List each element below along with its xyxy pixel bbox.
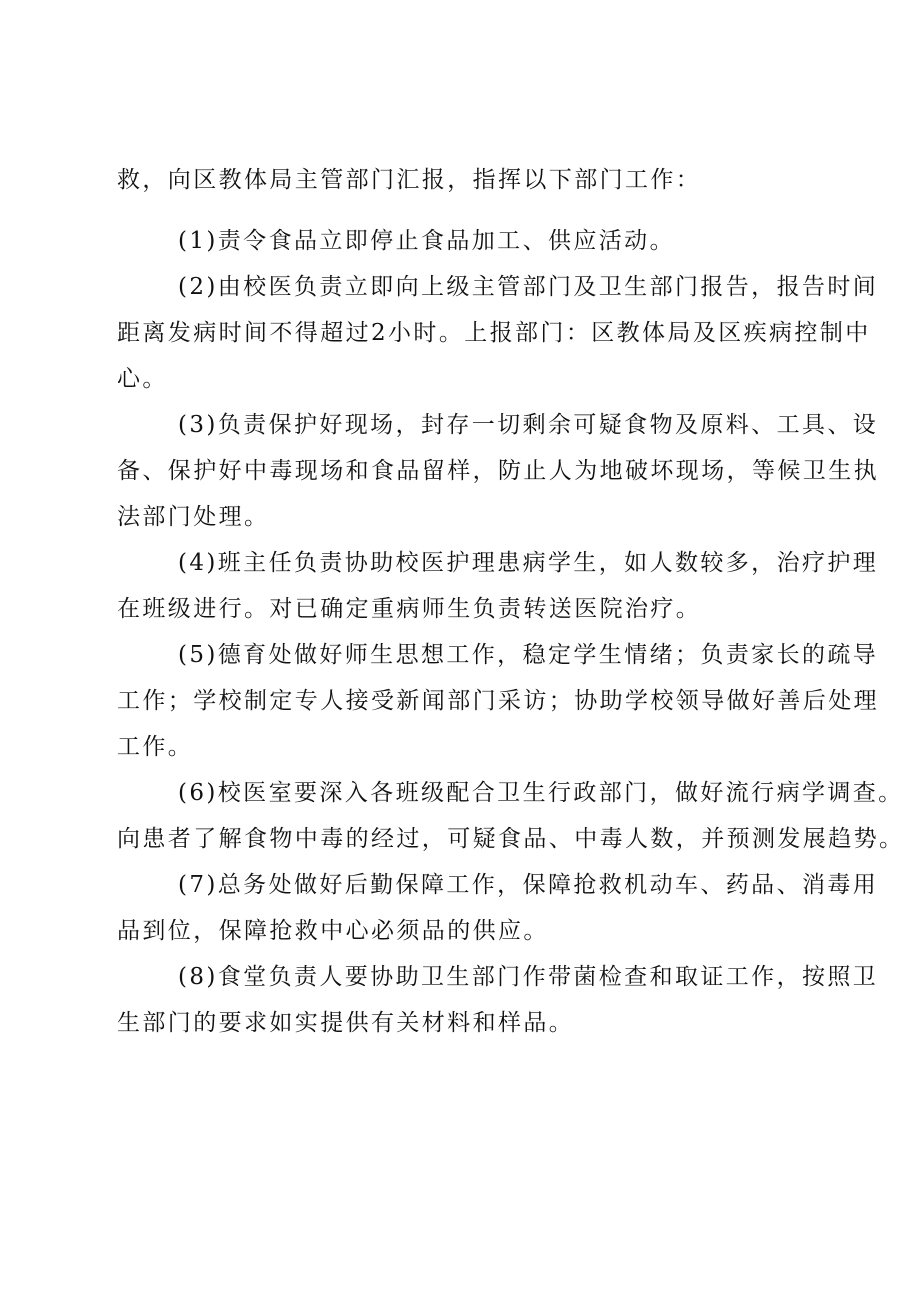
paragraph-3-line-2: 法部门处理。: [117, 504, 270, 530]
paragraph-5-line-2: 工作。: [117, 734, 194, 760]
paragraph-4-line-0: (4)班主任负责协助校医护理患病学生，如人数较多，治疗护理: [178, 550, 879, 576]
paragraph-4-line-1: 在班级进行。对已确定重病师生负责转送医院治疗。: [117, 596, 702, 622]
paragraph-8-line-0: (8)食堂负责人要协助卫生部门作带菌检查和取证工作，按照卫: [178, 964, 879, 990]
paragraph-2-line-0: (2)由校医负责立即向上级主管部门及卫生部门报告，报告时间: [178, 274, 879, 300]
paragraph-6-line-0: (6)校医室要深入各班级配合卫生行政部门，做好流行病学调查。: [178, 780, 904, 806]
paragraph-8-line-1: 生部门的要求如实提供有关材料和样品。: [117, 1010, 575, 1036]
paragraph-7-line-0: (7)总务处做好后勤保障工作，保障抢救机动车、药品、消毒用: [178, 872, 879, 898]
paragraph-3-line-1: 备、保护好中毒现场和食品留样，防止人为地破坏现场，等候卫生执: [117, 458, 879, 484]
paragraph-7-line-1: 品到位，保障抢救中心必须品的供应。: [117, 918, 549, 944]
paragraph-5-line-0: (5)德育处做好师生思想工作，稳定学生情绪；负责家长的疏导: [178, 642, 879, 668]
paragraph-5-line-1: 工作；学校制定专人接受新闻部门采访；协助学校领导做好善后处理: [117, 688, 879, 714]
paragraph-2-line-2: 心。: [117, 366, 168, 392]
paragraph-3-line-0: (3)负责保护好现场，封存一切剩余可疑食物及原料、工具、设: [178, 412, 879, 438]
paragraph-6-line-1: 向患者了解食物中毒的经过，可疑食品、中毒人数，并预测发展趋势。: [117, 826, 905, 852]
paragraph-1-line-0: (1)责令食品立即停止食品加工、供应活动。: [178, 228, 675, 254]
paragraph-2-line-1: 距离发病时间不得超过2小时。上报部门：区教体局及区疾病控制中: [117, 320, 871, 346]
paragraph-0-line-0: 救，向区教体局主管部门汇报，指挥以下部门工作：: [117, 167, 702, 193]
